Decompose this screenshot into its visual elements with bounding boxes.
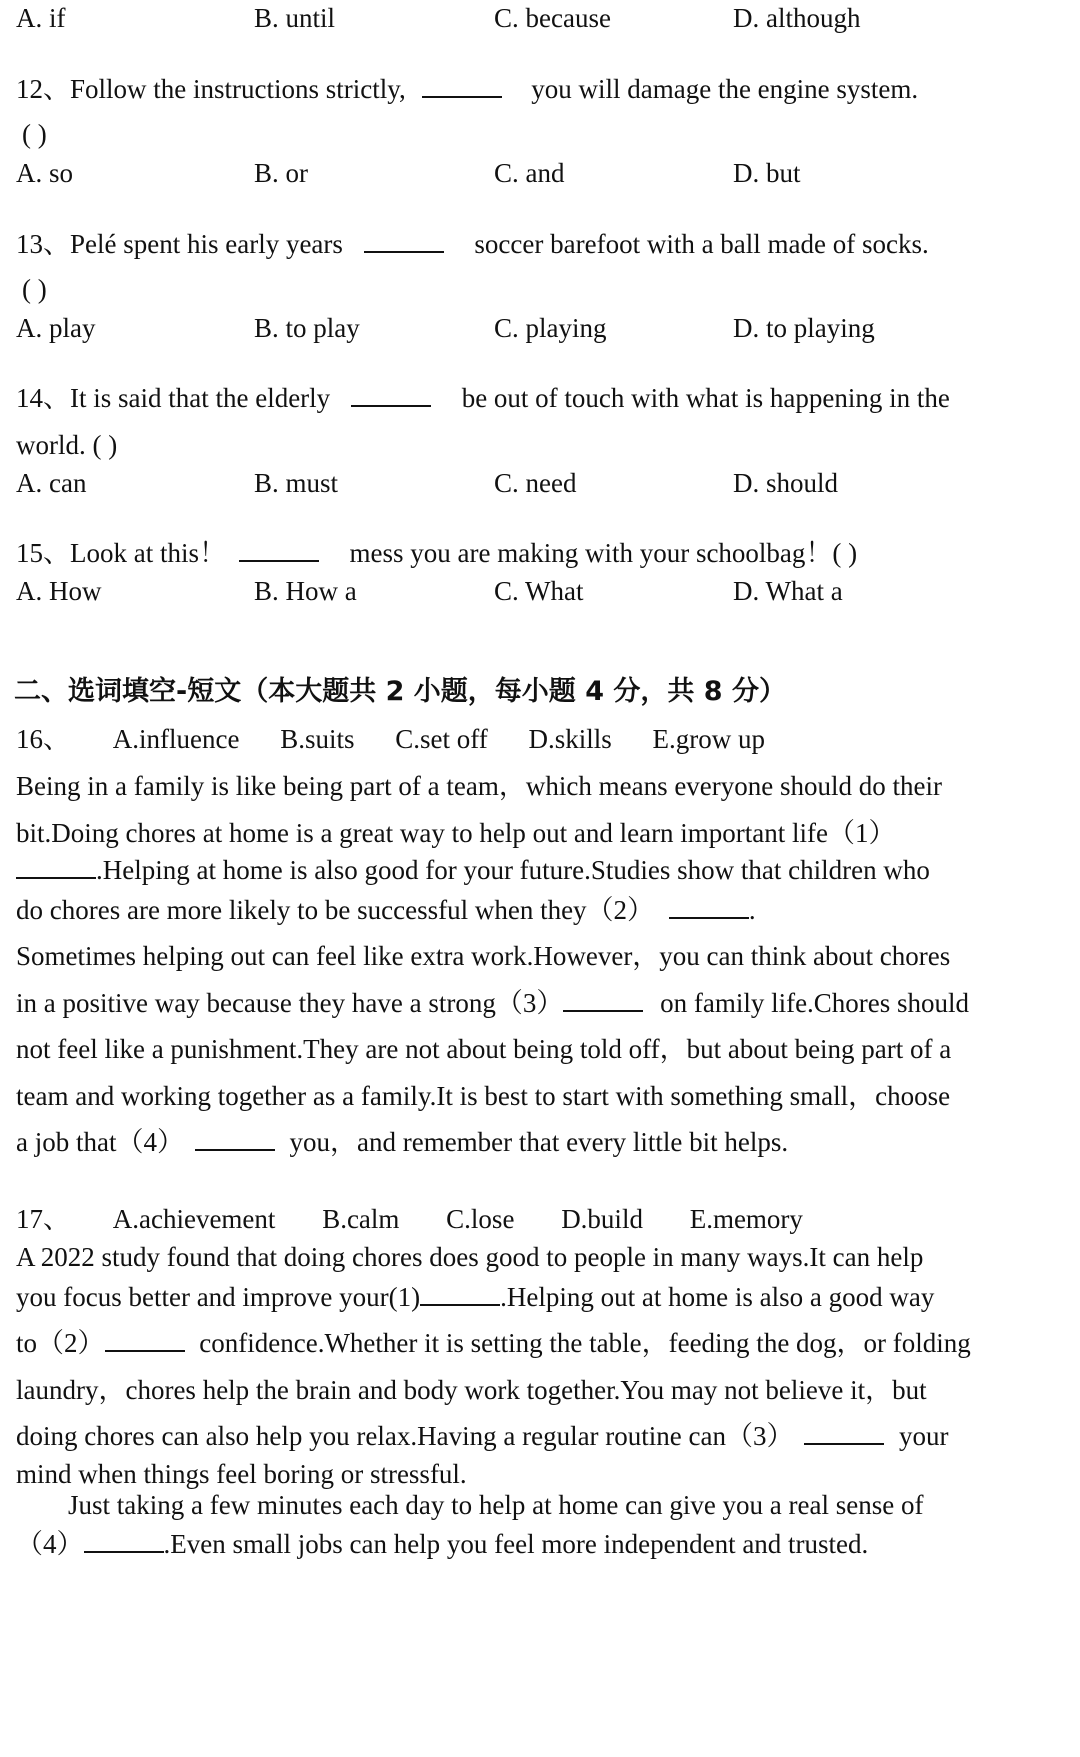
passage-line: Sometimes helping out can feel like extra work.However，you can think about chores xyxy=(16,941,951,971)
passage-line xyxy=(16,857,930,884)
passage-text: do chores are more likely to be successful when they（2） xyxy=(16,895,655,925)
q11-option-d: D. although xyxy=(733,3,861,33)
passage-text: in a positive way because they have a strong（3） xyxy=(16,988,564,1018)
passage-text: .Helping at home is also good for your future.Studies show that children who xyxy=(96,855,930,885)
word-option: B.calm xyxy=(322,1204,400,1234)
passage-line xyxy=(16,1330,971,1357)
passage-text: you，and remember that every little bit helps. xyxy=(289,1127,789,1157)
word-option: D.skills xyxy=(528,724,612,754)
passage-line: mind when things feel boring or stressful. xyxy=(16,1459,467,1489)
q17-number: 17、 xyxy=(16,1204,70,1234)
q12-option-c: C. and xyxy=(494,158,565,188)
q12-option-d: D. but xyxy=(733,158,801,188)
word-option: C.set off xyxy=(395,724,488,754)
word-option: B.suits xyxy=(280,724,355,754)
answer-blank xyxy=(105,1330,185,1352)
q15-option-c: C. What xyxy=(494,576,584,606)
word-option: E.memory xyxy=(689,1204,803,1234)
answer-blank xyxy=(16,857,96,879)
word-option: A.achievement xyxy=(112,1204,276,1234)
answer-blank xyxy=(351,385,431,407)
word-option: A.influence xyxy=(112,724,240,754)
passage-line: Just taking a few minutes each day to help at home can give you a real sense of xyxy=(68,1490,924,1520)
passage-text: your xyxy=(899,1421,949,1451)
q11-option-b: B. until xyxy=(254,3,336,33)
answer-blank xyxy=(804,1423,884,1445)
q14-option-c: C. need xyxy=(494,468,577,498)
answer-blank xyxy=(195,1129,275,1151)
passage-line: Being in a family is like being part of a team，which means everyone should do their xyxy=(16,771,943,801)
q14-stem-line2: world. ( ) xyxy=(16,430,118,460)
q13-option-a: A. play xyxy=(16,313,96,343)
answer-blank xyxy=(422,76,502,98)
q12-stem-b: you will damage the engine system. xyxy=(531,74,919,104)
passage-text: to（2） xyxy=(16,1328,105,1358)
answer-paren: ( ) xyxy=(22,274,47,304)
passage-line: team and working together as a family.It is best to start with something small，choose xyxy=(16,1081,951,1111)
q13-option-c: C. playing xyxy=(494,313,607,343)
word-option: E.grow up xyxy=(652,724,765,754)
passage-line: laundry，chores help the brain and body work together.You may not believe it，but xyxy=(16,1375,927,1405)
passage-line: not feel like a punishment.They are not about being told off，but about being part of a xyxy=(16,1034,952,1064)
passage-line xyxy=(16,990,969,1017)
passage-line: A 2022 study found that doing chores does good to people in many ways.It can help xyxy=(16,1242,924,1272)
section-heading: 二、选词填空-短文（本大题共 2 小题，每小题 4 分，共 8 分） xyxy=(14,676,786,707)
q15-stem-a: 15、Look at this！ xyxy=(16,538,226,568)
answer-blank xyxy=(84,1531,164,1553)
passage-text: .Even small jobs can help you feel more independent and trusted. xyxy=(163,1529,869,1559)
passage-text: confidence.Whether it is setting the table，feeding the dog，or folding xyxy=(199,1328,971,1358)
q14-stem xyxy=(16,385,950,412)
q15-stem-b: mess you are making with your schoolbag！( ) xyxy=(349,538,858,568)
q13-stem xyxy=(16,231,929,258)
q14-option-d: D. should xyxy=(733,468,839,498)
q12-stem xyxy=(16,76,918,103)
q12-option-a: A. so xyxy=(16,158,74,188)
passage-text: （4） xyxy=(16,1529,84,1559)
q13-option-d: D. to playing xyxy=(733,313,875,343)
q14-stem-b: be out of touch with what is happening in the xyxy=(461,383,950,413)
q15-stem xyxy=(16,540,857,567)
answer-paren: ( ) xyxy=(22,119,47,149)
passage-text: .Helping out at home is also a good way xyxy=(500,1282,935,1312)
q11-option-c: C. because xyxy=(494,3,611,33)
passage-line xyxy=(16,1129,788,1156)
q14-option-a: A. can xyxy=(16,468,87,498)
passage-text: a job that（4） xyxy=(16,1127,184,1157)
q16-word-bank xyxy=(16,726,799,753)
q16-number: 16、 xyxy=(16,724,70,754)
answer-blank xyxy=(364,231,444,253)
passage-line: bit.Doing chores at home is a great way to help out and learn important life（1） xyxy=(16,818,896,848)
passage-line: do chores are more likely to be successful when they（2） . xyxy=(16,895,756,925)
passage-line xyxy=(16,1531,868,1558)
q15-option-b: B. How a xyxy=(254,576,357,606)
answer-blank xyxy=(239,540,319,562)
q12-stem-a: 12、Follow the instructions strictly, xyxy=(16,74,406,104)
q14-option-b: B. must xyxy=(254,468,339,498)
answer-blank xyxy=(563,990,643,1012)
q12-option-b: B. or xyxy=(254,158,308,188)
word-option: C.lose xyxy=(446,1204,515,1234)
answer-blank xyxy=(669,897,749,919)
q14-stem-a: 14、It is said that the elderly xyxy=(16,383,331,413)
answer-blank xyxy=(420,1284,500,1306)
q17-word-bank xyxy=(16,1206,837,1233)
q15-option-d: D. What a xyxy=(733,576,843,606)
passage-line xyxy=(16,1284,934,1311)
passage-line xyxy=(16,1423,949,1450)
passage-text: you focus better and improve your(1) xyxy=(16,1282,421,1312)
q15-option-a: A. How xyxy=(16,576,102,606)
passage-text: on family life.Chores should xyxy=(660,988,970,1018)
q11-option-a: A. if xyxy=(16,3,66,33)
word-option: D.build xyxy=(561,1204,643,1234)
passage-text: doing chores can also help you relax.Having a regular routine can（3） xyxy=(16,1421,794,1451)
q13-option-b: B. to play xyxy=(254,313,360,343)
q13-stem-b: soccer barefoot with a ball made of socks. xyxy=(474,229,929,259)
q13-stem-a: 13、Pelé spent his early years xyxy=(16,229,343,259)
